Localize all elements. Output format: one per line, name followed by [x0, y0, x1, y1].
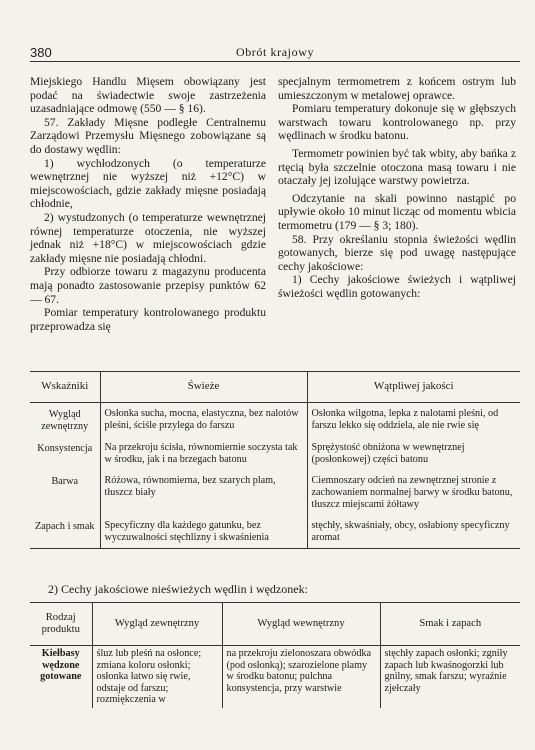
table-cell: stęchły, skwaśniały, obcy, osłabiony specyficzny aromat [307, 515, 520, 549]
paragraph: Pomiar temperatury kontrolowanego produktu przeprowadza się [30, 306, 266, 333]
table-cell: Kiełbasy wędzone gotowane [40, 648, 82, 683]
table-cell: śluz lub pleśń na osłonce; zmiana koloru osłonki; osłonka łatwo się rwie, odstaje od farszu; rozmiękczenia w [92, 646, 222, 708]
subheading: 2) Cechy jakościowe nieświeżych wędlin i wędzonek: [48, 582, 308, 596]
table-header-row [30, 603, 520, 646]
table-header-row [30, 372, 520, 403]
table-cell: Osłonka wilgotna, lepka z nalotami pleśni, od farszu lekko się oddziela, ale nie rwie się [307, 403, 520, 438]
paragraph: 57. Zakłady Mięsne podległe Centralnemu Zarządowi Przemysłu Mięsnego zobowiązane są do dostawy wędlin: [30, 115, 266, 156]
page-header [30, 45, 520, 62]
table-cell: Na przekroju ścisła, równomiernie soczysta tak w środku, jak i na brzegach batonu [100, 437, 307, 470]
paragraph: Przy odbiorze towaru z magazynu producenta mają ponadto zastosowanie przepisy punktów 62 — 67. [30, 265, 266, 306]
paragraph: Odczytanie na skali powinno nastąpić po upływie około 10 minut licząc od momentu wbicia termometru (179 — § 3; 180). [278, 191, 516, 232]
column-header: Wątpliwej jakości [307, 372, 520, 403]
paragraph: 58. Przy określaniu stopnia świeżości wędlin gotowanych, bierze się pod uwagę następujące cechy jakościowe: [278, 232, 516, 273]
page-number: 380 [30, 45, 52, 60]
column-header: Rodzaj produktu [30, 603, 92, 646]
table-cell: Barwa [51, 476, 79, 488]
column-header: Świeże [100, 372, 307, 403]
table-cell: Wygląd zewnętrzny [41, 409, 89, 432]
paragraph: Miejskiego Handlu Mięsem obowiązany jest podać na świadectwie swoje zastrzeżenia uzasadniające odmowę (550 — § 16). [30, 75, 266, 116]
paragraph: Pomiaru temperatury dokonuje się w głębszych warstwach towaru kontrolowanego np. przy wędlinach w środku batonu. [278, 102, 516, 143]
table-cell: Zapach i smak [35, 521, 95, 533]
column-header: Wygląd zewnętrzny [92, 603, 222, 646]
table-cell: Różowa, równomierna, bez szarych plam, tłuszcz biały [100, 470, 307, 515]
paragraph: 1) Cechy jakościowe świeżych i wątpliwej świeżości wędlin gotowanych: [278, 273, 516, 300]
table-cell: Sprężystość obniżona w wewnętrznej (posłonkowej) części batonu [307, 437, 520, 470]
table-cell: Osłonka sucha, mocna, elastyczna, bez nalotów pleśni, ściśle przylega do farszu [100, 403, 307, 438]
table-cell: Konsystencja [37, 443, 93, 455]
left-column [30, 75, 266, 333]
table-cell: stęchły zapach osłonki; zgniły zapach lub kwaśnogorzki lub gnilny, smak farszu; wyraźnie zjełczały [380, 646, 520, 708]
paragraph: specjalnym termometrem z końcem ostrym lub umieszczonym w metalowej oprawce. [278, 75, 516, 102]
table-row [30, 437, 520, 470]
table-row [30, 515, 520, 549]
list-item: 2) wystudzonych (o temperaturze wewnętrznej równej temperaturze otoczenia, nie wyższej jednak niż +18°C) w miejscowościach gdzie zakłady mięsne nie posiadają chłodni. [30, 210, 266, 265]
table-fresh-sausage [30, 371, 520, 549]
column-header: Wskaźniki [30, 372, 100, 403]
right-column [278, 75, 516, 301]
running-title: Obrót krajowy [235, 45, 315, 59]
table-cell: Specyficzny dla każdego gatunku, bez wyczuwalności stęchlizny i skwaśnienia [100, 515, 307, 549]
table-row [30, 403, 520, 438]
column-header: Wygląd wewnętrzny [222, 603, 380, 646]
table-row [30, 470, 520, 515]
column-header: Smak i zapach [380, 603, 520, 646]
table-cell: Ciemnoszary odcień na zewnętrznej stronie z zachowaniem normalnej barwy w środku batonu, tłuszcz miejscami żółtawy [307, 470, 520, 515]
list-item: 1) wychłodzonych (o temperaturze wewnętrznej nie wyższej niż +12°C) w miejscowościach, gdzie zakłady mięsne posiadają chłodnie, [30, 156, 266, 211]
table-row [30, 646, 520, 708]
paragraph: Termometr powinien być tak wbity, aby bańka z rtęcią była szczelnie otoczona masą towaru i nie otaczały jej izolujące warstwy powietrza. [278, 146, 516, 188]
table-cell: na przekroju zielonoszara obwódka (pod osłonką); szarozielone plamy w środku batonu; pulchna konsystencja, przy warstwie [222, 646, 380, 708]
table-stale-sausage [30, 602, 520, 708]
